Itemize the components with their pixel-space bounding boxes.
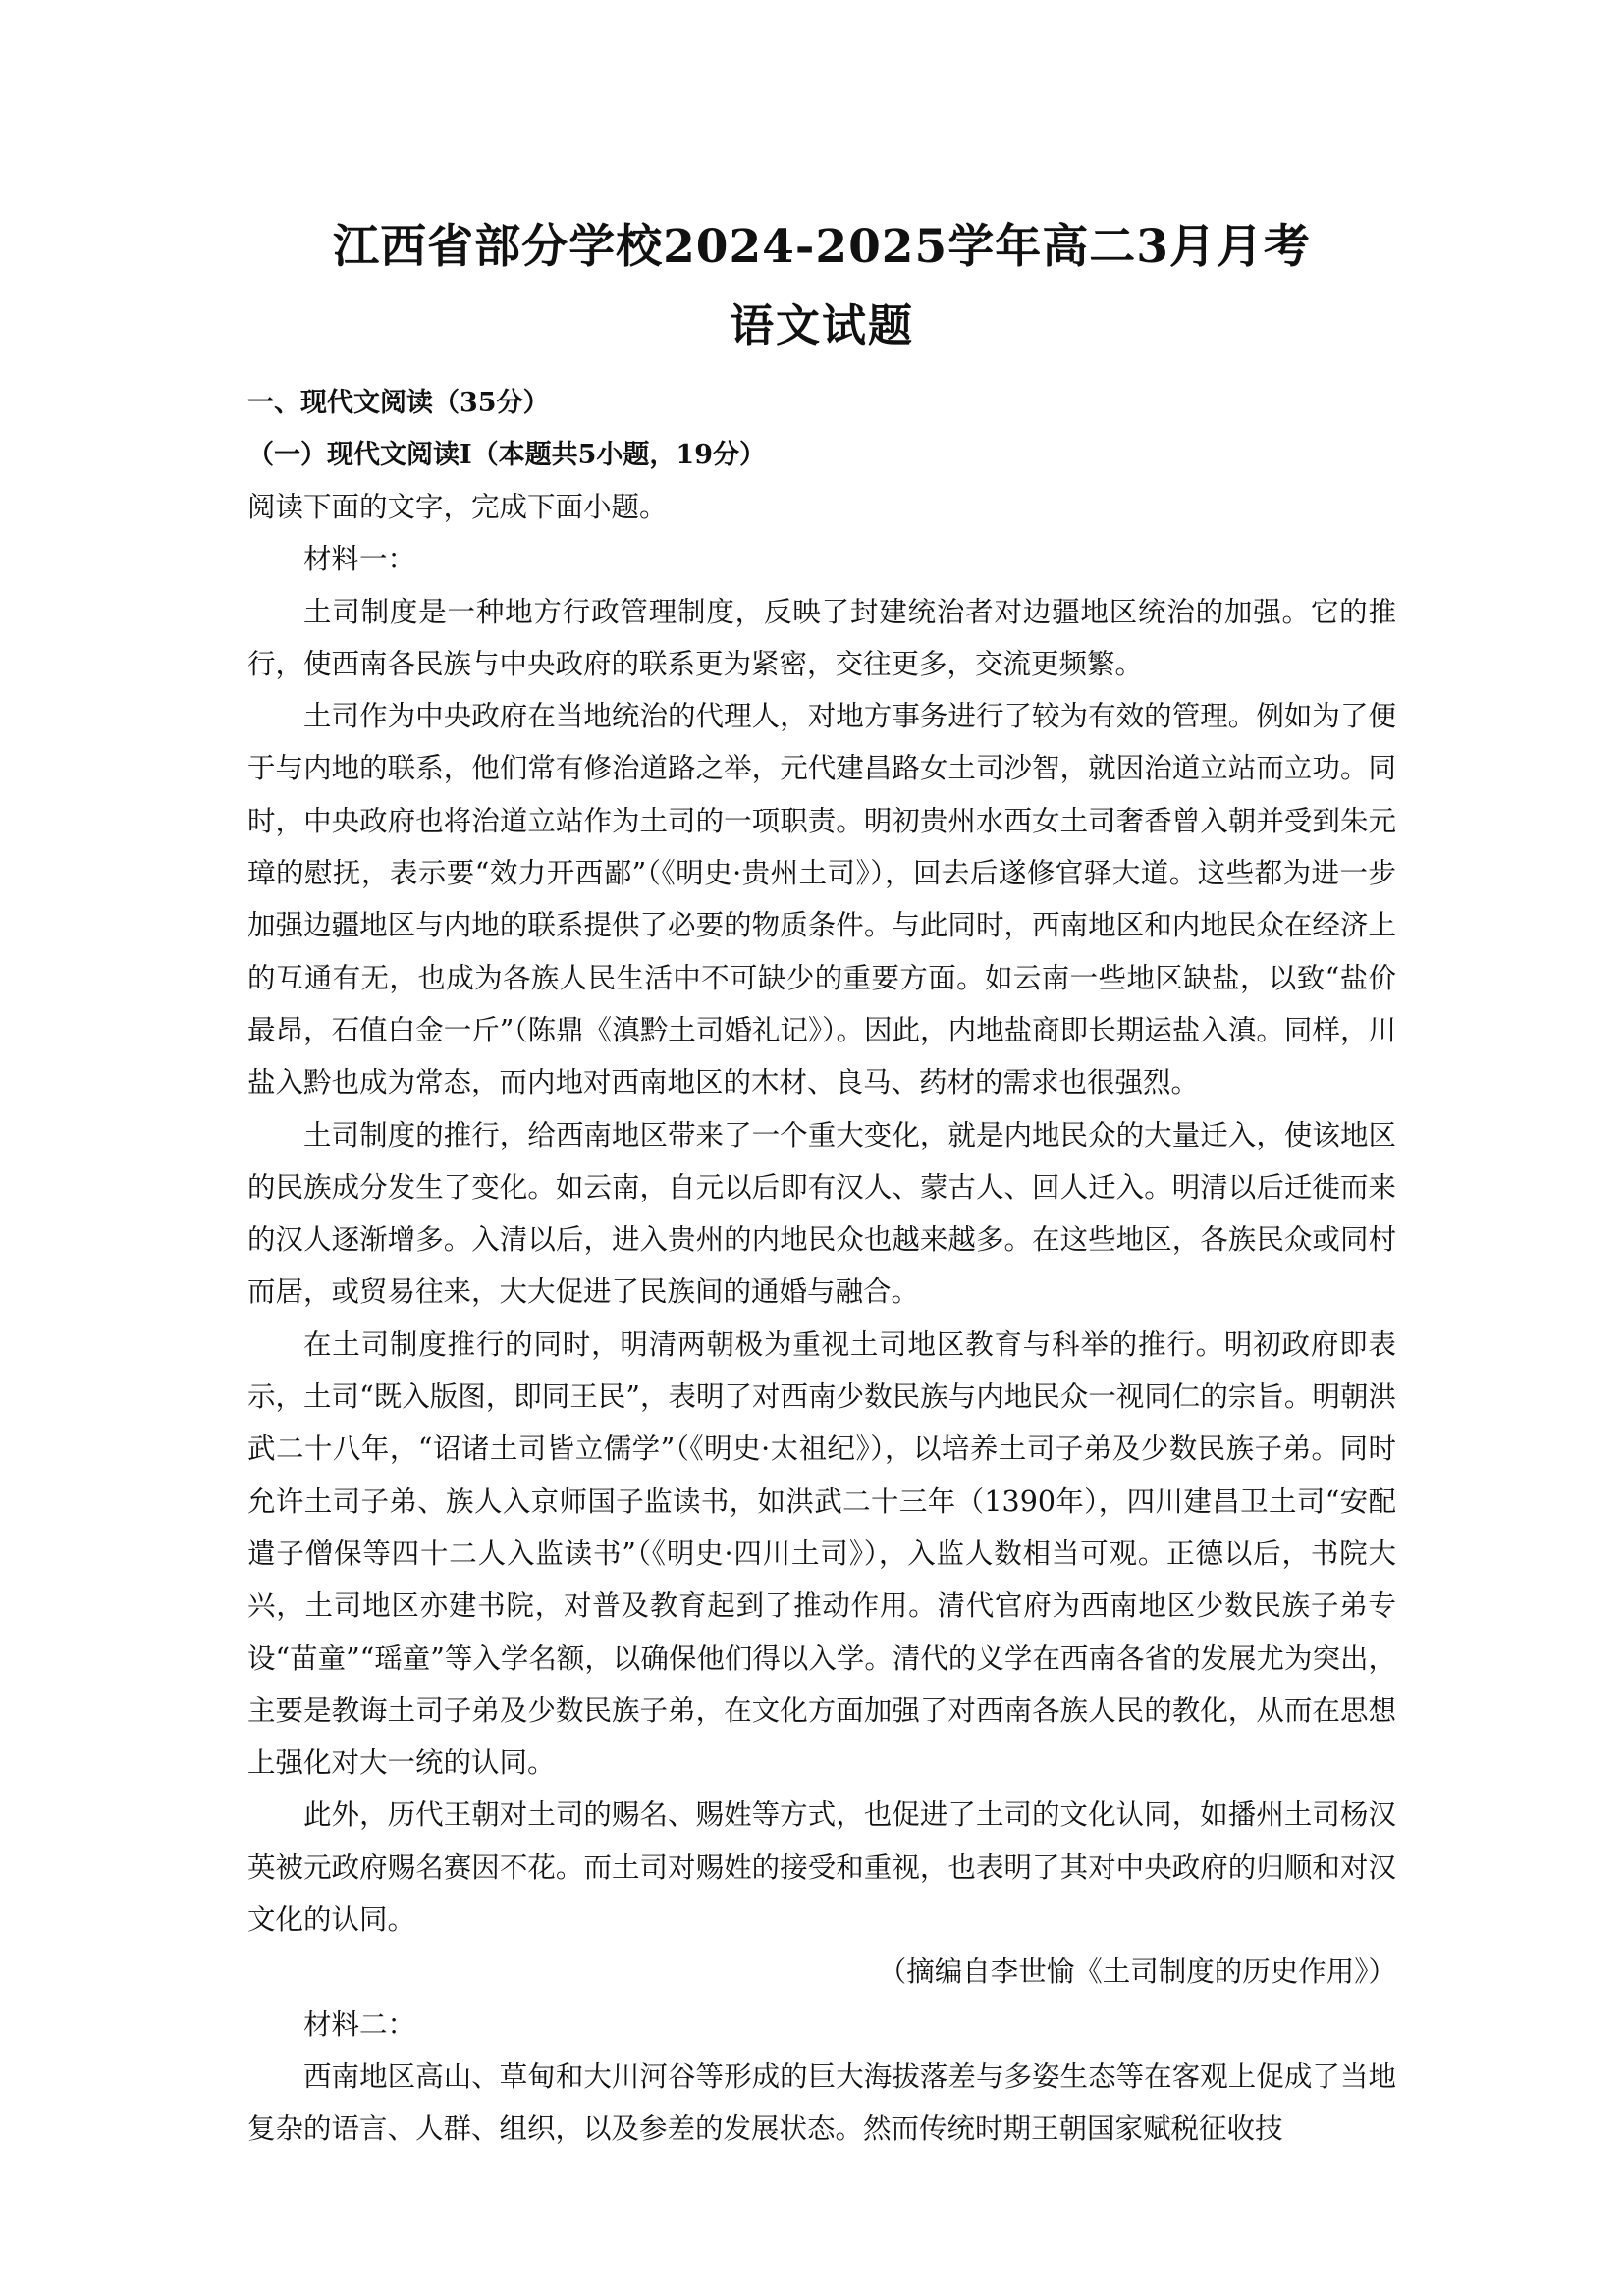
material2-paragraph: 西南地区高山、草甸和大川河谷等形成的巨大海拔落差与多姿生态等在客观上促成了当地复杂的语言、人群、组织，以及参差的发展状态。然而传统时期王朝国家赋税征收技	[247, 2059, 1396, 2146]
exam-subtitle: 语文试题	[729, 299, 914, 351]
material1-paragraph: 土司制度的推行，给西南地区带来了一个重大变化，就是内地民众的大量迁入，使该地区的民族成分发生了变化。如云南，自元以后即有汉人、蒙古人、回人迁入。明清以后迁徙而来的汉人逐渐增多。入清以后，进入贵州的内地民众也越来越多。在这些地区，各族民众或同村而居，或贸易往来，大大促进了民族间的通婚与融合。	[247, 1118, 1396, 1308]
material1-paragraph: 土司制度是一种地方行政管理制度，反映了封建统治者对边疆地区统治的加强。它的推行，使西南各民族与中央政府的联系更为紧密，交往更多，交流更频繁。	[247, 595, 1396, 680]
material1-paragraph: 此外，历代王朝对土司的赐名、赐姓等方式，也促进了土司的文化认同，如播州土司杨汉英被元政府赐名赛因不花。而土司对赐姓的接受和重视，也表明了其对中央政府的归顺和对汉文化的认同。	[247, 1798, 1396, 1937]
material2-label: 材料二：	[303, 2007, 416, 2041]
material1-paragraph: 在土司制度推行的同时，明清两朝极为重视土司地区教育与科举的推行。明初政府即表示，土司“既入版图，即同王民”，表明了对西南少数民族与内地民众一视同仁的宗旨。明朝洪武二十八年，“诏诸土司皆立儒学”（《明史·太祖纪》），以培养土司子弟及少数民族子弟。同时允许土司子弟、族人入京师国子监读书，如洪武二十三年（1390年），四川建昌卫土司“安配遣子僧保等四十二人入监读书”（《明史·四川土司》），入监人数相当可观。正德以后，书院大兴，土司地区亦建书院，对普及教育起到了推动作用。清代官府为西南地区少数民族子弟专设“苗童”“瑶童”等入学名额，以确保他们得以入学。清代的义学在西南各省的发展尤为突出，主要是教诲土司子弟及少数民族子弟，在文化方面加强了对西南各族人民的教化，从而在思想上强化对大一统的认同。	[247, 1327, 1396, 1780]
section-heading-part1: 一、现代文阅读（35分）	[247, 388, 550, 418]
material1-paragraph: 土司作为中央政府在当地统治的代理人，对地方事务进行了较为有效的管理。例如为了便于与内地的联系，他们常有修治道路之举，元代建昌路女土司沙智，就因治道立站而立功。同时，中央政府也将治道立站作为土司的一项职责。明初贵州水西女土司奢香曾入朝并受到朱元璋的慰抚，表示要“效力开西鄙”（《明史·贵州土司》），回去后遂修官驿大道。这些都为进一步加强边疆地区与内地的联系提供了必要的物质条件。与此同时，西南地区和内地民众在经济上的互通有无，也成为各族人民生活中不可缺少的重要方面。如云南一些地区缺盐，以致“盐价最昂，石值白金一斤”（陈鼎《滇黔土司婚礼记》）。因此，内地盐商即长期运盐入滇。同样，川盐入黔也成为常态，而内地对西南地区的木材、良马、药材的需求也很强烈。	[247, 700, 1396, 1099]
material1-label: 材料一：	[303, 543, 416, 576]
reading-instruction: 阅读下面的文字，完成下面小题。	[247, 491, 668, 523]
section-heading-part1-1: （一）现代文阅读Ⅰ（本题共5小题，19分）	[247, 440, 766, 470]
exam-page	[247, 214, 1396, 2156]
material1-source: （摘编自李世愉《土司制度的历史作用》）	[878, 1955, 1396, 1989]
exam-title: 江西省部分学校2024-2025学年高二3月月考	[333, 220, 1311, 274]
